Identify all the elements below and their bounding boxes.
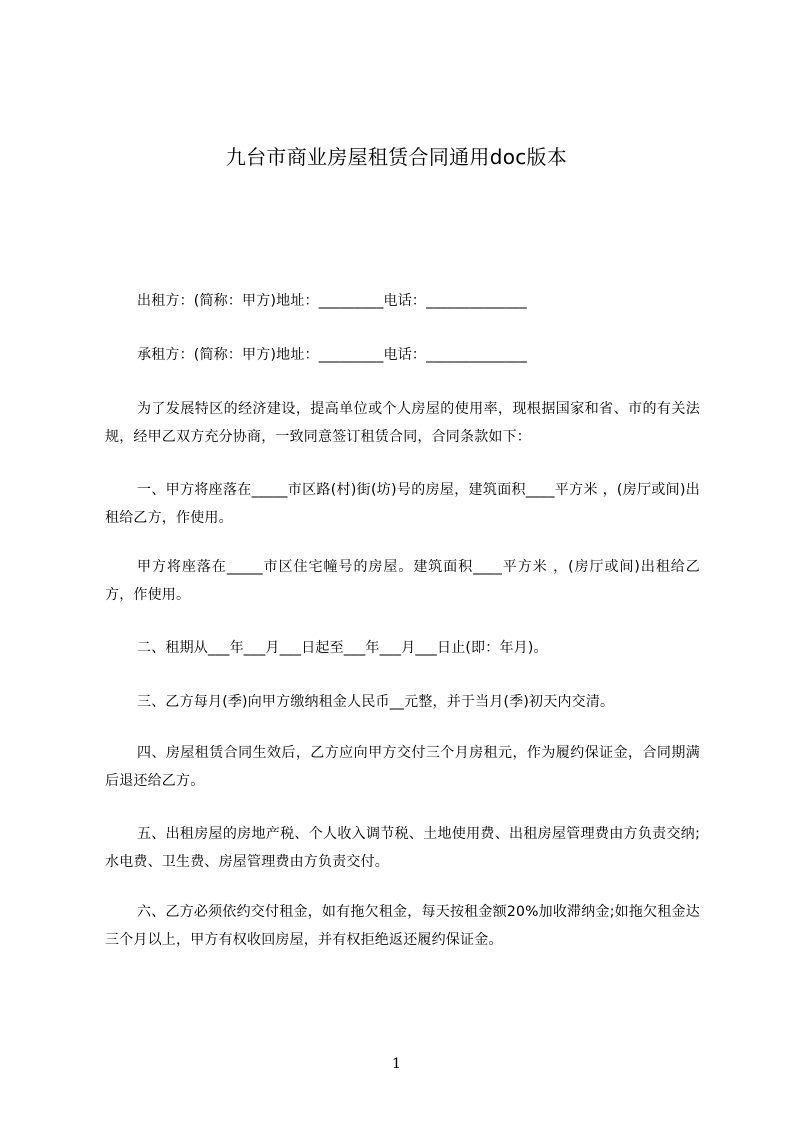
clause-1-alt-paragraph: 甲方将座落在_____市区住宅幢号的房屋。建筑面积____平方米 ，(房厅或间)出租给乙方，作使用。 [105, 559, 700, 603]
document-title: 九台市商业房屋租赁合同通用doc版本 [225, 145, 568, 169]
clause-4-paragraph: 四、房屋租赁合同生效后，乙方应向甲方交付三个月房租元，作为履约保证金，合同期满后退还给乙方。 [105, 745, 700, 789]
clause-6-paragraph: 六、乙方必须依约交付租金，如有拖欠租金，每天按租金额20%加收滞纳金;如拖欠租金达三个月以上，甲方有权收回房屋，并有权拒绝返还履约保证金。 [105, 904, 700, 948]
clause-3-paragraph: 三、乙方每月(季)向甲方缴纳租金人民币__元整，并于当月(季)初天内交清。 [137, 694, 615, 710]
lessor-line: 出租方：(简称：甲方)地址：_________电话：______________ [137, 293, 527, 309]
page-number: 1 [392, 1056, 401, 1072]
lessee-line: 承租方：(简称：甲方)地址：_________电话：______________ [137, 347, 527, 363]
clause-2-paragraph: 二、租期从___年___月___日起至___年___月___日止(即：年月)。 [137, 640, 548, 656]
preamble-paragraph: 为了发展特区的经济建设，提高单位或个人房屋的使用率，现根据国家和省、市的有关法规，经甲乙双方充分协商，一致同意签订租赁合同，合同条款如下： [105, 401, 700, 445]
clause-1-paragraph: 一、甲方将座落在_____市区路(村)街(坊)号的房屋，建筑面积____平方米 ，(房厅或间)出租给乙方，作使用。 [105, 482, 700, 526]
clause-5-paragraph: 五、出租房屋的房地产税、个人收入调节税、土地使用费、出租房屋管理费由方负责交纳;水电费、卫生费、房屋管理费由方负责交付。 [105, 826, 700, 870]
